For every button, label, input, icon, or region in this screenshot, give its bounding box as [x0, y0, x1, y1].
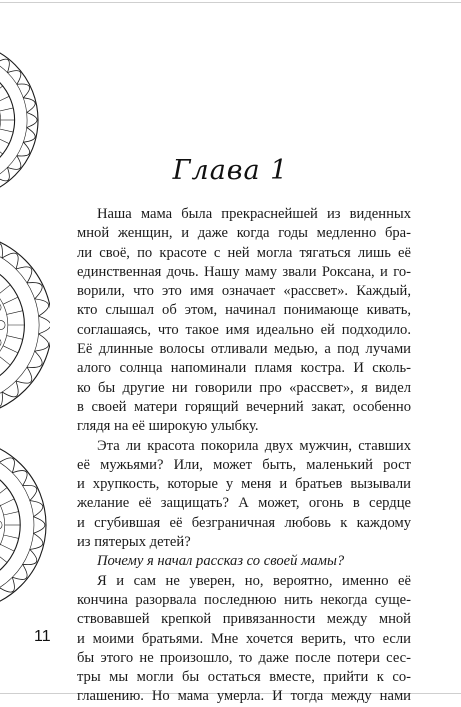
text-line: бы этого не произошло, то даже после потери сес- [77, 649, 411, 668]
text-line: и хрупкость, которые у меня и братьев вызывали [77, 475, 411, 494]
page-top-border [0, 2, 461, 3]
mandala-bottom [0, 439, 46, 611]
text-line: Наша мама была прекраснейшей из виденных [77, 205, 411, 224]
text-line: желание её защищать? А может, огонь в сердце [77, 494, 411, 513]
page-number: 11 [34, 628, 51, 646]
text-line: соглашаясь, что такое имя идеально ей подходило. [77, 321, 411, 340]
text-line: ли своё, по красоте с ней могла тягаться лишь её [77, 244, 411, 263]
text-line: глашению. Но мама умерла. И тогда между нами [77, 687, 411, 706]
text-line: Её длинные волосы отливали медью, а под лучами [77, 340, 411, 359]
text-line: Почему я начал рассказ со своей мамы? [77, 552, 411, 571]
text-line: алого солнца напоминали пламя костра. И сколь- [77, 359, 411, 378]
mandala-ornament [0, 0, 50, 696]
text-line: глядя на её широкую улыбку. [77, 417, 411, 436]
chapter-title: Глава 1 [0, 155, 461, 186]
text-line: и моими братьями. Мне хочется верить, что если [77, 630, 411, 649]
text-line: Эта ли красота покорила двух мужчин, ставших [77, 437, 411, 456]
text-line: из пятерых детей? [77, 533, 411, 552]
text-line: ворили, что это имя означает «рассвет». Каждый, [77, 282, 411, 301]
mandala-middle [0, 233, 50, 417]
text-line: кто слышал об этом, начинал понимающе кивать, [77, 301, 411, 320]
body-text [77, 205, 411, 707]
text-line: единственная дочь. Нашу маму звали Роксана, и го- [77, 263, 411, 282]
text-line: кончина разорвала последнюю нить некогда суще- [77, 591, 411, 610]
text-line: ко бы другие ни говорили про «рассвет», я видел [77, 379, 411, 398]
text-line: ствовавшей крепкой привязанности между мной [77, 610, 411, 629]
text-line: Я и сам не уверен, но, вероятно, именно её [77, 572, 411, 591]
text-line: в своей матери горящий вечерний закат, особенно [77, 398, 411, 417]
text-line: её мужьями? Или, может быть, маленький рост [77, 456, 411, 475]
text-line: мной женщин, и даже когда годы медленно бра- [77, 224, 411, 243]
text-line: тры мы могли бы остаться вместе, прийти к со- [77, 668, 411, 687]
text-line: и сгубившая её безграничная любовь к каждому [77, 514, 411, 533]
